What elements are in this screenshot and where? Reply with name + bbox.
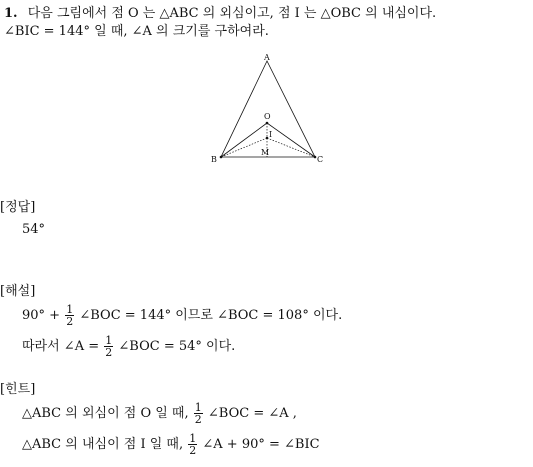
label-o: O — [264, 112, 271, 121]
explanation-line2 — [22, 334, 235, 360]
problem-number: 1. — [4, 6, 18, 21]
explanation-line1 — [22, 303, 342, 329]
point-b — [220, 156, 223, 159]
fraction-half — [104, 335, 113, 358]
point-o — [266, 122, 269, 125]
fraction-numerator: 1 — [189, 432, 197, 445]
problem-statement-line1 — [4, 6, 436, 22]
point-c — [314, 156, 317, 159]
label-i: I — [269, 130, 273, 139]
triangle-figure — [205, 52, 335, 168]
hint-heading: [힌트] — [0, 382, 36, 397]
explanation-heading: [해설] — [0, 284, 36, 299]
segment-ic — [267, 138, 315, 157]
label-a: A — [264, 53, 270, 62]
hint-l2-pre: △ABC 의 내심이 점 I 일 때, — [22, 437, 184, 452]
hint-line2 — [22, 432, 320, 458]
label-c: C — [317, 155, 324, 164]
answer-heading: [정답] — [0, 200, 36, 215]
fraction-half — [65, 304, 74, 327]
fraction-numerator: 1 — [105, 334, 113, 347]
fraction-numerator: 1 — [194, 401, 202, 414]
explanation-l1-post: ∠BOC = 144° 이므로 ∠BOC = 108° 이다. — [79, 308, 343, 323]
explanation-l2-post: ∠BOC = 54° 이다. — [118, 339, 236, 354]
triangle-abc — [221, 61, 315, 157]
segment-oc — [267, 123, 315, 157]
explanation-l2-pre: 따라서 ∠A = — [22, 339, 100, 354]
point-i — [266, 137, 269, 140]
fraction-half — [194, 402, 203, 425]
hint-l1-post: ∠BOC = ∠A , — [207, 406, 297, 421]
fraction-denominator: 2 — [194, 413, 202, 426]
fraction-denominator: 2 — [105, 346, 113, 359]
explanation-l1-pre: 90° + — [22, 308, 61, 323]
fraction-half — [188, 433, 197, 456]
label-b: B — [211, 155, 217, 164]
hint-l2-post: ∠A + 90° = ∠BIC — [202, 437, 320, 452]
fraction-denominator: 2 — [189, 444, 197, 457]
problem-text-2: ∠BIC = 144° 일 때, ∠A 의 크기를 구하여라. — [4, 24, 269, 39]
problem-text-1: 다음 그림에서 점 O 는 △ABC 의 외심이고, 점 I 는 △OBC 의 내심이다. — [27, 6, 437, 21]
fraction-denominator: 2 — [66, 315, 74, 328]
hint-l1-pre: △ABC 의 외심이 점 O 일 때, — [22, 406, 189, 421]
hint-line1 — [22, 401, 297, 427]
label-m: M — [261, 148, 270, 157]
answer-value: 54° — [22, 222, 46, 237]
fraction-numerator: 1 — [66, 303, 74, 316]
problem-statement-line2 — [4, 24, 269, 40]
